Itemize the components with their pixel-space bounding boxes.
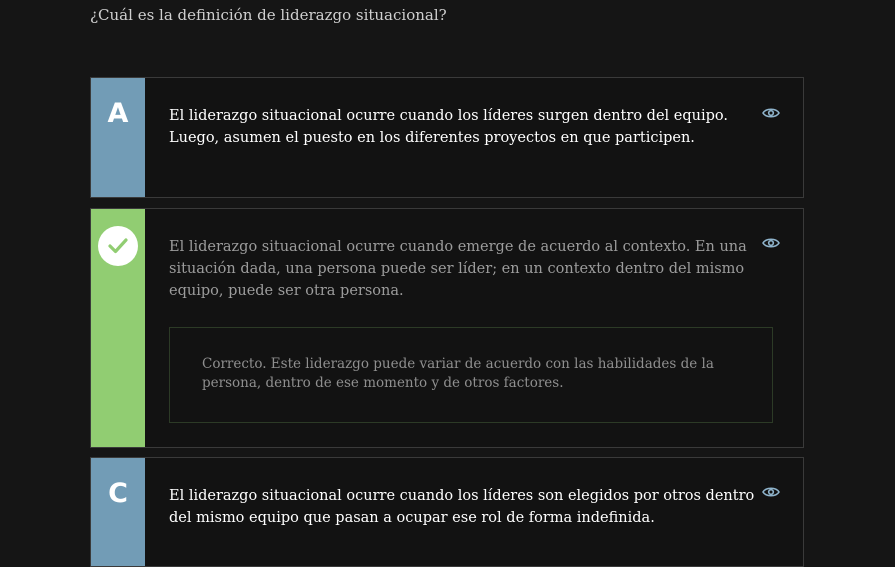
option-text: El liderazgo situacional ocurre cuando los líderes surgen dentro del equipo. Luego, asumen el puesto en los diferentes proyectos en que participen. — [169, 108, 728, 146]
eye-icon[interactable] — [762, 107, 780, 119]
answer-option-b[interactable] — [90, 208, 804, 448]
answer-option-c[interactable] — [90, 457, 804, 567]
feedback-text: Correcto. Este liderazgo puede variar de acuerdo con las habilidades de la persona, dentro de ese momento y de otros factores. — [202, 356, 714, 391]
option-letter: C — [108, 478, 128, 509]
answer-option-a[interactable] — [90, 77, 804, 198]
option-text: El liderazgo situacional ocurre cuando emerge de acuerdo al contexto. En una situación dada, una persona puede ser líder; en un contexto dentro del mismo equipo, puede ser otra persona. — [169, 239, 747, 299]
question-title: ¿Cuál es la definición de liderazgo situacional? — [90, 6, 447, 24]
option-text: El liderazgo situacional ocurre cuando los líderes son elegidos por otros dentro del mismo equipo que pasan a ocupar ese rol de forma indefinida. — [169, 488, 755, 526]
eye-icon[interactable] — [762, 237, 780, 249]
feedback-box — [169, 327, 773, 423]
checkmark-icon — [98, 226, 138, 266]
option-letter: A — [107, 98, 129, 129]
option-badge — [91, 458, 145, 566]
option-badge — [91, 78, 145, 197]
eye-icon[interactable] — [762, 486, 780, 498]
option-badge-correct — [91, 209, 145, 447]
